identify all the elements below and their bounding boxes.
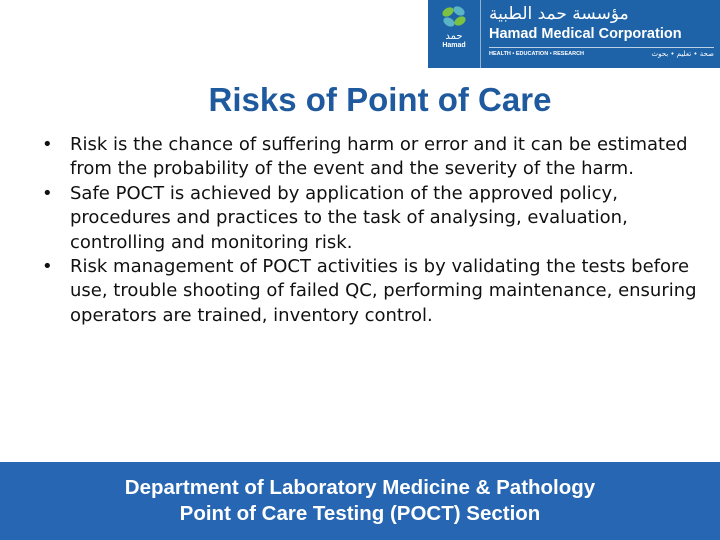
- bullet-list: [42, 133, 714, 328]
- logo-tagline-arabic: صحة • تعليم • بحوث: [651, 50, 714, 58]
- logo-tagline: [489, 50, 720, 59]
- bullet-item: [42, 182, 714, 255]
- bullet-text: Risk management of POCT activities is by validating the tests before use, trouble shooting of failed QC, performing maintenance, ensuring operators are trained, inventory control.: [70, 256, 697, 326]
- footer-department: Department of Laboratory Medicine & Pathology: [124, 476, 596, 499]
- logo-mark: [428, 0, 481, 68]
- footer-banner: [0, 462, 720, 540]
- logo-mark-arabic: حمد: [445, 31, 463, 42]
- bullet-item: [42, 255, 714, 328]
- logo-mark-english: Hamad: [442, 42, 466, 49]
- leaf-emblem-icon: [439, 4, 469, 30]
- logo-divider: [489, 47, 714, 48]
- bullet-dot: •: [42, 134, 53, 155]
- bullet-dot: •: [42, 256, 53, 278]
- logo-text: [481, 0, 720, 68]
- bullet-item: [42, 133, 714, 182]
- bullet-text: Safe POCT is achieved by application of the approved policy, procedures and practices to the task of analysing, evaluation, controlling and monitoring risk.: [70, 182, 628, 253]
- bullet-text: Risk is the chance of suffering harm or error and it can be estimated from the probability of the event and the severity of the harm.: [70, 134, 688, 180]
- logo-arabic-name: مؤسسة حمد الطبية: [489, 4, 629, 24]
- hamad-logo: [428, 0, 720, 68]
- bullet-dot: •: [42, 182, 53, 204]
- logo-tagline-english: HEALTH • EDUCATION • RESEARCH: [489, 51, 585, 57]
- slide-title: Risks of Point of Care: [208, 81, 552, 118]
- logo-english-name: Hamad Medical Corporation: [489, 26, 682, 42]
- footer-section: Point of Care Testing (POCT) Section: [179, 502, 541, 525]
